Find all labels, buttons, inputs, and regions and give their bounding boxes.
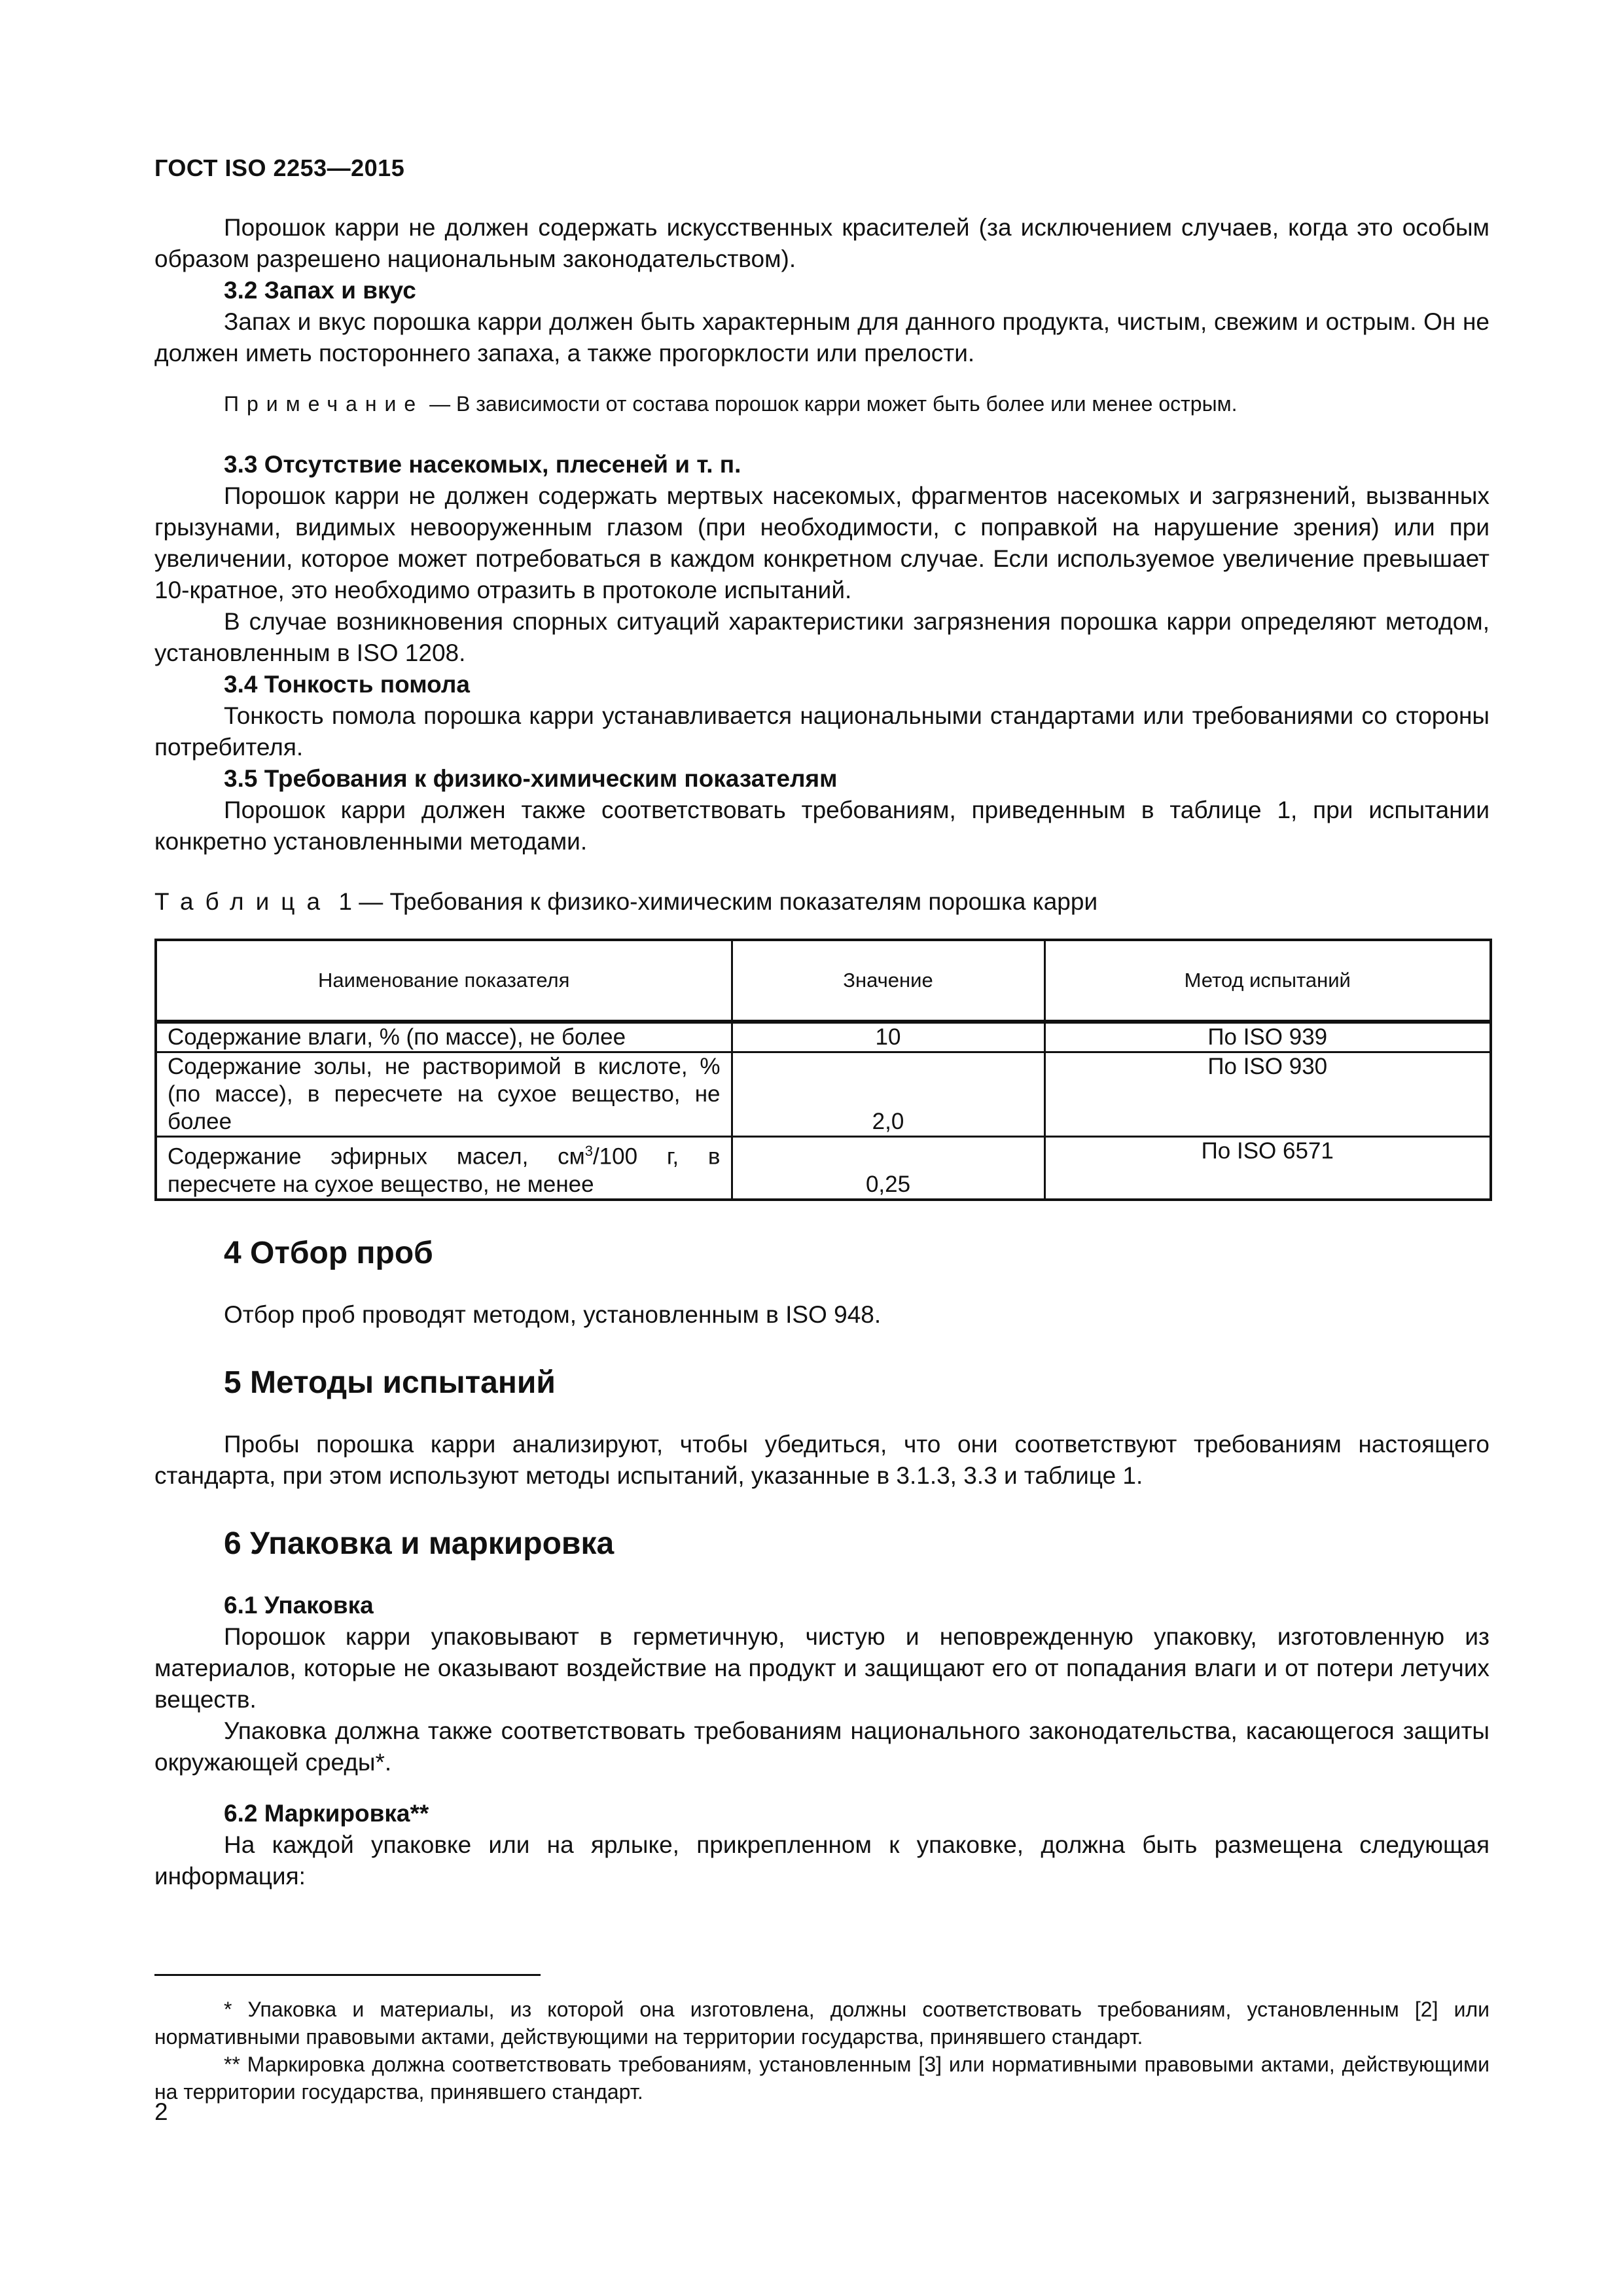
column-header-method: Метод испытаний: [1044, 940, 1491, 1022]
page-number: 2: [154, 2098, 168, 2125]
row-name: Содержание золы, не растворимой в кислоте, % (по массе), в пересчете на сухое вещество, не более: [156, 1052, 732, 1137]
note-label: Примечание: [224, 392, 424, 416]
paragraph-3-5: Порошок карри должен также соответствовать требованиям, приведенным в таблице 1, при испытании конкретно установленными методами.: [154, 797, 1489, 855]
paragraph-3-3-b: В случае возникновения спорных ситуаций характеристики загрязнения порошка карри определяют методом, установленным в ISO 1208.: [154, 608, 1489, 666]
row-name: [156, 1137, 732, 1200]
heading-4: 4 Отбор проб: [224, 1235, 433, 1270]
row-name-part: /100 г, в пересчете на сухое вещество, не менее: [168, 1143, 721, 1197]
row-method: По ISO 939: [1044, 1022, 1491, 1052]
standard-header: ГОСТ ISO 2253—2015: [154, 154, 405, 181]
table-row: [156, 1022, 1491, 1052]
requirements-table: [154, 939, 1492, 1201]
table-caption-label: Таблица: [154, 888, 332, 915]
table-caption: [154, 886, 1489, 918]
table-row: [156, 1137, 1491, 1200]
paragraph-6-1-a: Порошок карри упаковывают в герметичную, чистую и неповрежденную упаковку, изготовленную из материалов, которые не оказывают воздействие на продукт и защищают его от попадания влаги и от потери летучих веществ.: [154, 1623, 1489, 1713]
heading-5: 5 Методы испытаний: [224, 1365, 556, 1400]
heading-6: 6 Упаковка и маркировка: [224, 1526, 615, 1561]
heading-6-1: 6.1 Упаковка: [224, 1591, 374, 1619]
note-3-2: [154, 389, 1489, 419]
table-caption-text: 1 — Требования к физико-химическим показателям порошка карри: [332, 888, 1098, 915]
row-value: 2,0: [732, 1052, 1044, 1137]
paragraph-dyes: Порошок карри не должен содержать искусственных красителей (за исключением случаев, когда это особым образом разрешено национальным законодательством).: [154, 214, 1489, 272]
row-value: 10: [732, 1022, 1044, 1052]
heading-3-5: 3.5 Требования к физико-химическим показателям: [224, 765, 838, 792]
heading-3-3: 3.3 Отсутствие насекомых, плесеней и т. п.: [224, 451, 741, 478]
heading-3-4: 3.4 Тонкость помола: [224, 671, 470, 698]
paragraph-6-2: На каждой упаковке или на ярлыке, прикрепленном к упаковке, должна быть размещена следующая информация:: [154, 1831, 1489, 1890]
row-value: 0,25: [732, 1137, 1044, 1200]
paragraph-5: Пробы порошка карри анализируют, чтобы убедиться, что они соответствуют требованиям настоящего стандарта, при этом используют методы испытаний, указанные в 3.1.3, 3.3 и таблице 1.: [154, 1430, 1489, 1489]
paragraph-6-1-b: Упаковка должна также соответствовать требованиям национального законодательства, касающегося защиты окружающей среды*.: [154, 1717, 1489, 1776]
table-row: [156, 1052, 1491, 1137]
note-text: — В зависимости от состава порошок карри может быть более или менее острым.: [429, 392, 1238, 416]
footnotes: [154, 1974, 1489, 2106]
column-header-value: Значение: [732, 940, 1044, 1022]
footnote-2: ** Маркировка должна соответствовать требованиям, установленным [3] или нормативными правовыми актами, действующими на территории государства, принявшего стандарт.: [154, 2053, 1489, 2104]
paragraph-3-3-a: Порошок карри не должен содержать мертвых насекомых, фрагментов насекомых и загрязнений, вызванных грызунами, видимых невооруженным глазом (при необходимости, с поправкой на нарушение зрения) или при увеличении, которое может потребоваться в каждом конкретном случае. Если используемое увеличение превышает 10-кратное, это необходимо отразить в протоколе испытаний.: [154, 482, 1489, 603]
footnote-divider: [154, 1974, 541, 1976]
row-name-part: Содержание эфирных масел, см: [168, 1143, 585, 1170]
paragraph-3-2: Запах и вкус порошка карри должен быть характерным для данного продукта, чистым, свежим и острым. Он не должен иметь постороннего запаха, а также прогорклости или прелости.: [154, 308, 1489, 367]
heading-3-2: 3.2 Запах и вкус: [224, 277, 416, 304]
heading-6-2: 6.2 Маркировка**: [224, 1799, 429, 1827]
paragraph-3-4: Тонкость помола порошка карри устанавливается национальными стандартами или требованиями со стороны потребителя.: [154, 702, 1489, 761]
paragraph-4: Отбор проб проводят методом, установленным в ISO 948.: [224, 1300, 882, 1328]
column-header-name: Наименование показателя: [156, 940, 732, 1022]
page-content: [154, 212, 1489, 1892]
row-method: По ISO 6571: [1044, 1137, 1491, 1200]
row-method: По ISO 930: [1044, 1052, 1491, 1137]
row-name-superscript: 3: [584, 1143, 593, 1159]
footnote-1: * Упаковка и материалы, из которой она изготовлена, должны соответствовать требованиям, установленным [2] или нормативными правовыми актами, действующими на территории государства, принявшего стандарт.: [154, 1998, 1489, 2049]
table-header-row: [156, 940, 1491, 1022]
row-name: Содержание влаги, % (по массе), не более: [156, 1022, 732, 1052]
